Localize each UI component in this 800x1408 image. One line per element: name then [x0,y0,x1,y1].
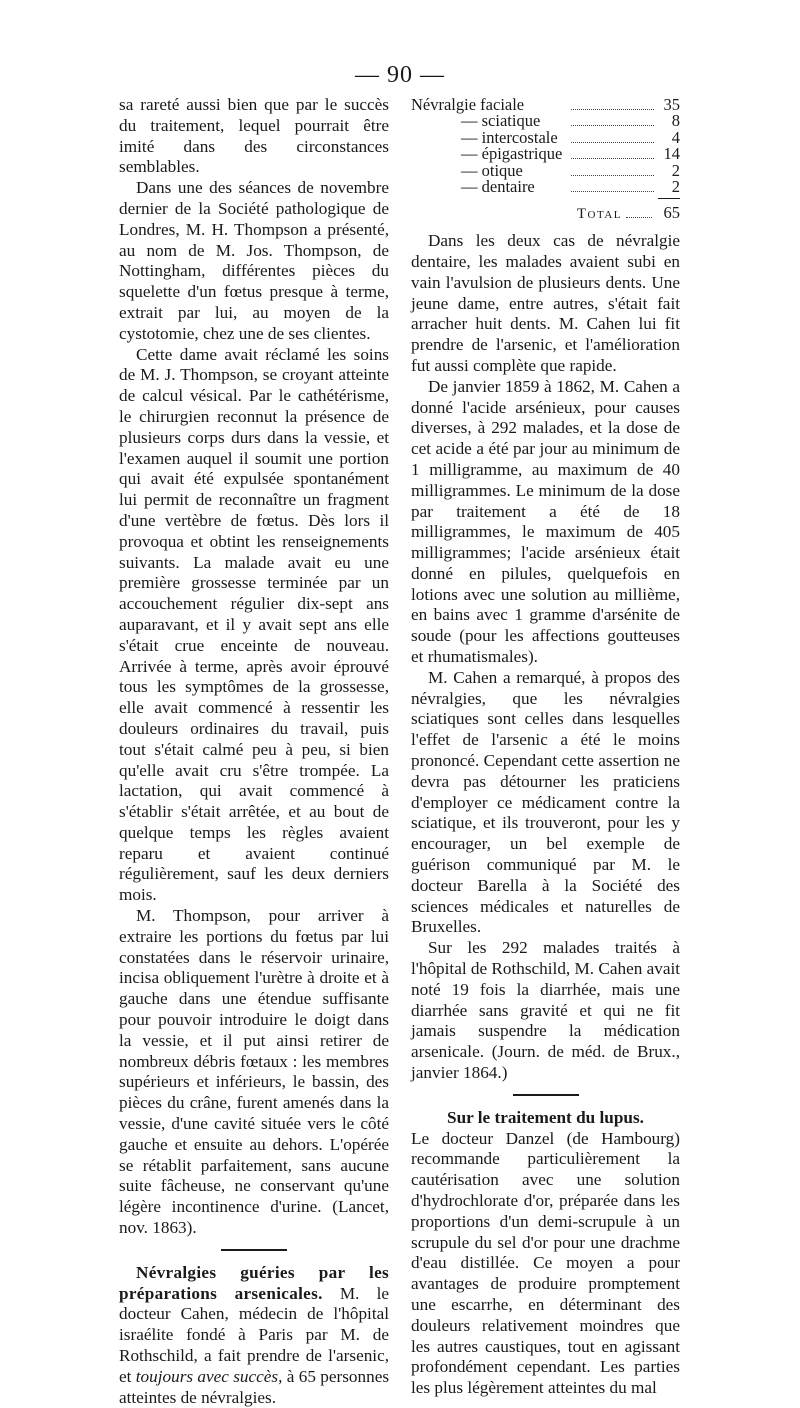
paragraph-text: Sur les 292 malades traités à l'hôpital de Rothschild, M. Cahen avait noté 19 fois la diarrhée, mais une diarrhée sans gravité et qui ne fit jamais suspendre la médication arsenicale. [411,938,680,1062]
row-value: 2 [671,160,680,180]
dot-leader [571,142,654,143]
row-label: — dentaire [461,176,535,196]
dot-leader [626,217,652,218]
row-value: 2 [671,176,680,196]
row-value: 14 [663,144,680,164]
row-label: — sciatique [461,111,541,131]
paragraph [411,938,680,1084]
total-row [411,203,680,225]
row-label: — intercostale [461,127,558,147]
paragraph: Le docteur Danzel (de Hambourg) recommande particulièrement la cautérisation avec une solution d'hydrochlorate d'or, préparée dans les proportions d'un demi-scrupule à un scrupule du sel d'or pour une drachme d'eau distillée. Ce moyen a pour avantages de produire promptement une escarrhe, en déterminant des douleurs relativement moindres que les autres caustiques, tout en agissant profondément cependant. Les parties les plus légèrement atteintes du mal [411,1128,680,1398]
section-heading: Névralgies guéries par les préparations arsenicales. [119,1262,389,1303]
dot-leader [571,158,654,159]
section-divider [221,1249,287,1251]
paragraph: Cette dame avait réclamé les soins de M. J. Thompson, se croyant atteinte de calcul vésical. Par le cathétérisme, le chirurgien reconnut la présence de plusieurs corps durs dans la vessie, et l'examen auquel il soumit une portion qui avait été expulsée spontanément lui permit de reconnaître un fragment d'une vertèbre de fœtus. Dès lors il provoqua et obtint les renseignements suivants. La malade avait eu une première grossesse terminée par un accouchement régulier dix-sept ans auparavant, et il y avait sept ans elle s'était crue enceinte de nouveau. Arrivée à terme, après avoir éprouvé tous les symptômes de la grossesse, elle avait commencé à ressentir les douleurs ordinaires du travail, puis tout s'était calmé peu à peu, si bien qu'elle avait cru s'être trompée. La lactation, qui avait commencé à s'établir s'était arrêtée, et au bout de quelque temps les règles avaient reparu et avaient continué régulièrement, sauf les deux derniers mois. [119,344,389,905]
paragraph [119,906,389,1239]
paragraph: sa rareté aussi bien que par le succès du traitement, lequel pourrait être imité dans des circonstances semblables. [119,95,389,177]
statistics-table [411,95,680,225]
row-value: 35 [663,95,680,114]
row-label: — otique [461,160,523,180]
paragraph [119,1263,389,1408]
citation: (Lancet, nov. 1863). [119,1197,390,1238]
table-row [411,95,680,114]
page-number: — 90 — [355,62,445,88]
section-divider [513,1094,579,1096]
row-label: — épigastrique [461,144,563,164]
emphasis: toujours avec succès, [135,1366,283,1386]
dot-leader [571,109,654,110]
dot-leader [571,191,654,192]
dot-leader [571,175,654,176]
paragraph: Dans une des séances de novembre dernier de la Société pathologique de Londres, M. H. Thompson a présenté, au nom de M. Jos. Thompson, de Nottingham, différentes pièces du squelette d'un fœtus presque à terme, extrait par lui, au moyen de la cystotomie, chez une de ses clientes. [119,178,389,343]
citation: (Journ. de méd. de Brux., janvier 1864.) [411,1042,680,1083]
total-value: 65 [663,203,680,223]
paragraph-text: M. le docteur Cahen, médecin de l'hôpital israélite fondé à Paris par M. de Rothschild, a fait prendre de l'arsenic, et [119,1283,390,1386]
sum-rule [658,198,680,199]
right-column [411,95,680,1399]
row-label: Névralgie faciale [411,95,525,114]
table-row [411,144,680,164]
left-column [119,95,389,1408]
paragraph-text: M. Thompson, pour arriver à extraire les portions du fœtus par lui constatées dans le réservoir urinaire, incisa obliquement l'urètre à droite et à gauche dans une étendue suffisante pour pouvoir introduire le doigt dans la vessie, et il put ainsi retirer de nombreux débris fœtaux : les membres supérieurs et inférieurs, le bassin, des pièces du crâne, furent amenés dans la vessie, d'une cavité située vers le côté gauche et ensuite au dehors. L'opérée se rétablit parfaitement, sans aucune suite fâcheuse, ne conservant qu'une légère incontinence d'urine. [119,906,389,1217]
table-row [411,127,680,147]
row-value: 4 [671,127,680,147]
table-row [411,176,680,196]
row-value: 8 [671,111,680,131]
paragraph: Dans les deux cas de névralgie dentaire, les malades avaient subi en vain l'avulsion de plusieurs dents. Une jeune dame, entre autres, s'était fait arracher huit dents. M. Cahen lui fit prendre de l'arsenic, et l'amélioration fut aussi complète que rapide. [411,231,680,375]
paragraph: M. Cahen a remarqué, à propos des névralgies, que les névralgies sciatiques sont celles dans lesquelles l'effet de l'arsenic a été le moins prononcé. Cependant cette assertion ne devra pas détourner les praticiens d'employer ce médicament contre la sciatique, et ils trouveront, pour les y encourager, un bel exemple de guérison communiqué par M. le docteur Barella à la Société des sciences médicales et naturelles de Bruxelles. [411,667,680,937]
section-heading: Sur le traitement du lupus. [447,1107,644,1127]
table-row [411,160,680,180]
dot-leader [571,125,654,126]
total-label: Total [576,206,622,223]
paragraph: De janvier 1859 à 1862, M. Cahen a donné l'acide arsénieux, pour causes diverses, à 292 malades, et la dose de cet acide a été par jour au minimum de 1 milligramme, au maximum de 40 milligrammes. Le minimum de la dose par traitement a été de 18 milligrammes, le maximum de 405 milligrammes; l'acide arsénieux était donné en pilules, quelquefois en lotions avec une solution au millième, en bains avec 1 gramme d'arsénite de soude (pour les affections goutteuses et rhumatismales). [411,376,680,667]
table-row [411,111,680,131]
paragraph-text: à 65 personnes atteintes de névralgies. [119,1366,390,1407]
